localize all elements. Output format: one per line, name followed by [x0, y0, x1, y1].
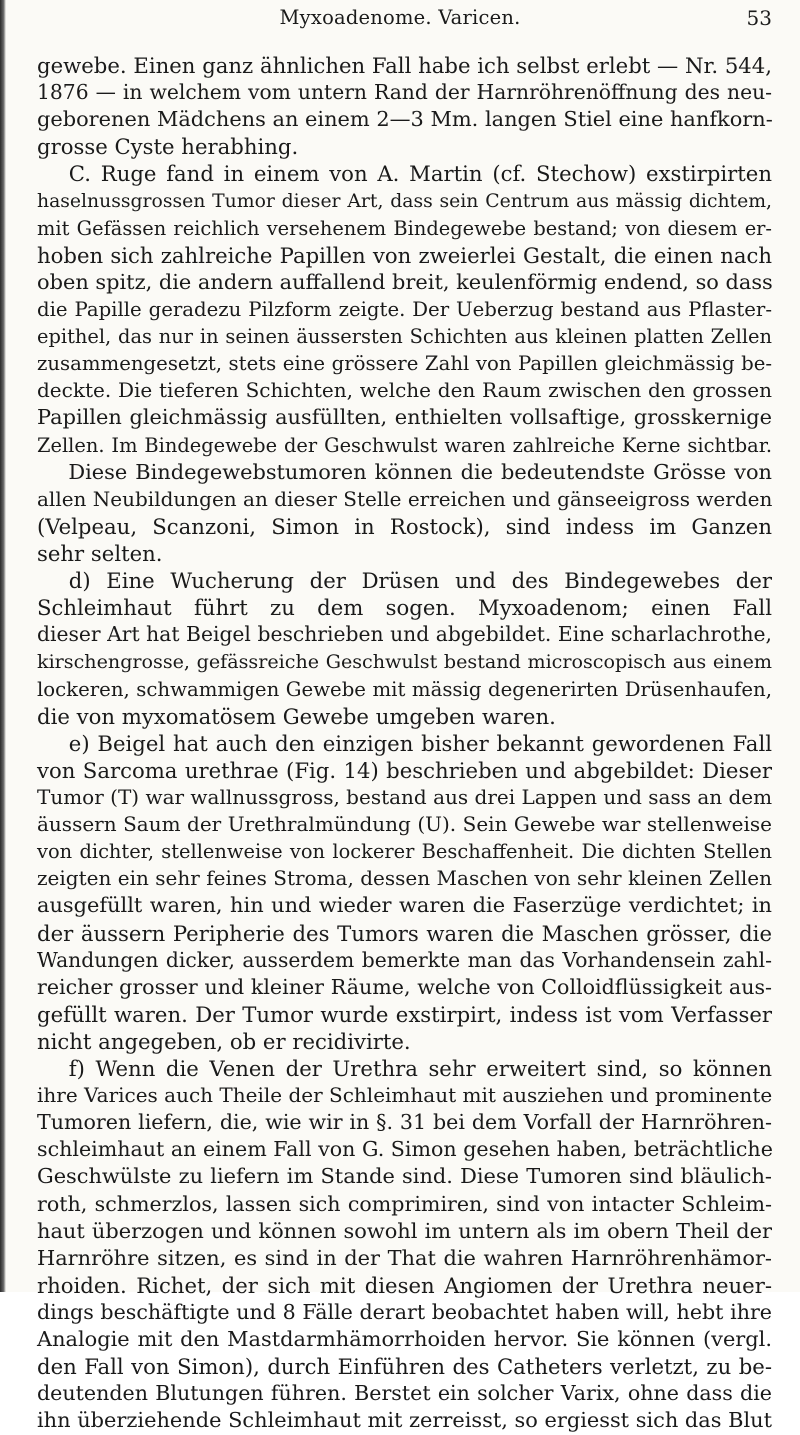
text-line: reicher grosser und kleiner Räume, welche von Colloidflüssigkeit aus- [37, 974, 772, 999]
text-line: kirschengrosse, gefässreiche Geschwulst bestand microscopisch aus einem [37, 650, 772, 674]
text-line: mit Gefässen reichlich versehenem Bindegewebe bestand; von diesem er- [37, 216, 772, 240]
text-line: deckte. Die tieferen Schichten, welche den Raum zwischen den grossen [37, 378, 772, 403]
text-line: C. Ruge fand in einem von A. Martin (cf. Stechow) exstirpirten [37, 161, 772, 187]
text-line: Papillen gleichmässig ausfüllten, enthielten vollsaftige, grosskernige [37, 405, 772, 430]
text-line: Tumoren liefern, die, wie wir in §. 31 bei dem Vorfall der Harnröhren- [37, 1110, 772, 1135]
text-line: grosse Cyste herabhing. [37, 134, 299, 160]
text-line: schleimhaut an einem Fall von G. Simon gesehen haben, beträchtliche [37, 1137, 773, 1162]
text-line: ihre Varices auch Theile der Schleimhaut mit ausziehen und prominente [37, 1083, 773, 1108]
text-line: d) Eine Wucherung der Drüsen und des Bindegewebes der [37, 568, 772, 594]
text-line: e) Beigel hat auch den einzigen bisher bekannt gewordenen Fall [37, 730, 772, 756]
text-line: Wandungen dicker, ausserdem bemerkte man das Vorhandensein zahl- [37, 947, 772, 972]
binding-edge [0, 0, 6, 1292]
text-line: 1876 — in welchem vom untern Rand der Harnröhrenöffnung des neu- [37, 80, 772, 105]
text-line: Analogie mit den Mastdarmhämorrhoiden hervor. Sie können (vergl. [37, 1327, 772, 1352]
text-line: dieser Art hat Beigel beschrieben und abgebildet. Eine scharlachrothe, [37, 622, 772, 647]
text-line: geborenen Mädchens an einem 2—3 Mm. langen Stiel eine hanfkorn- [37, 107, 773, 132]
text-line: Diese Bindegewebstumoren können die bedeutendste Grösse von [37, 459, 772, 484]
text-line: roth, schmerzlos, lassen sich comprimiren, sind von intacter Schleim- [37, 1191, 772, 1216]
text-line: der äussern Peripherie des Tumors waren die Maschen grösser, die [37, 920, 772, 946]
text-line: äussern Saum der Urethralmündung (U). Sein Gewebe war stellenweise [37, 812, 772, 837]
text-line: haut überzogen und können sowohl im untern als im obern Theil der [37, 1218, 772, 1243]
text-line: (Velpeau, Scanzoni, Simon in Rostock), sind indess im Ganzen [37, 513, 772, 539]
text-line: Harnröhre sitzen, es sind in der That die wahren Harnröhrenhämor- [37, 1245, 772, 1270]
text-line: die von myxomatösem Gewebe umgeben waren. [37, 703, 556, 729]
body-text [37, 52, 772, 1435]
text-line: oben spitz, die andern auffallend breit, keulenförmig endend, so dass [37, 269, 773, 294]
text-line: rhoiden. Richet, der sich mit diesen Angiomen der Urethra neuer- [37, 1272, 772, 1298]
text-line: haselnussgrossen Tumor dieser Art, dass sein Centrum aus mässig dichtem, [37, 190, 772, 212]
text-line: nicht angegeben, ob er recidivirte. [37, 1028, 411, 1054]
text-line: von dichter, stellenweise von lockerer Beschaffenheit. Die dichten Stellen [37, 840, 772, 864]
running-head [0, 2, 800, 36]
text-line: Zellen. Im Bindegewebe der Geschwulst waren zahlreiche Kerne sichtbar. [37, 433, 772, 457]
text-line: Tumor (T) war wallnussgross, bestand aus drei Lappen und sass an dem [37, 784, 773, 809]
text-line: allen Neubildungen an dieser Stelle erreichen und gänseeigross werden [37, 486, 773, 511]
text-line: gefüllt waren. Der Tumor wurde exstirpirt, indess ist vom Verfasser [37, 1001, 772, 1027]
text-line: Geschwülste zu liefern im Stande sind. Diese Tumoren sind bläulich- [37, 1164, 772, 1189]
text-line: zeigten ein sehr feines Stroma, dessen Maschen von sehr kleinen Zellen [37, 866, 772, 891]
text-line: epithel, das nur in seinen äussersten Schichten aus kleinen platten Zellen [37, 325, 772, 349]
running-title: Myxoadenome. Varicen. [279, 6, 521, 29]
text-line: Schleimhaut führt zu dem sogen. Myxoadenom; einen Fall [37, 595, 772, 621]
text-line: deutenden Blutungen führen. Berstet ein solcher Varix, ohne dass die [37, 1381, 772, 1406]
text-line: f) Wenn die Venen der Urethra sehr erweitert sind, so können [37, 1056, 772, 1082]
text-line: lockeren, schwammigen Gewebe mit mässig degenerirten Drüsenhaufen, [37, 677, 772, 701]
text-line: ihn überziehende Schleimhaut mit zerreisst, so ergiesst sich das Blut [37, 1408, 772, 1433]
text-line: dings beschäftigte und 8 Fälle derart beobachtet haben will, hebt ihre [37, 1300, 772, 1325]
text-line: zusammengesetzt, stets eine grössere Zahl von Papillen gleichmässig be- [37, 352, 772, 376]
page-number: 53 [746, 6, 772, 30]
text-line: hoben sich zahlreiche Papillen von zweierlei Gestalt, die einen nach [37, 242, 772, 268]
text-line: gewebe. Einen ganz ähnlichen Fall habe ich selbst erlebt — Nr. 544, [37, 53, 772, 78]
text-line: sehr selten. [37, 540, 163, 566]
text-line: von Sarcoma urethrae (Fig. 14) beschrieben und abgebildet: Dieser [37, 757, 772, 783]
text-line: den Fall von Simon), durch Einführen des Catheters verletzt, zu be- [37, 1354, 772, 1380]
text-line: die Papille geradezu Pilzform zeigte. Der Ueberzug bestand aus Pflaster- [37, 297, 772, 321]
text-line: ausgefüllt waren, hin und wieder waren die Faserzüge verdichtet; in [37, 893, 772, 918]
